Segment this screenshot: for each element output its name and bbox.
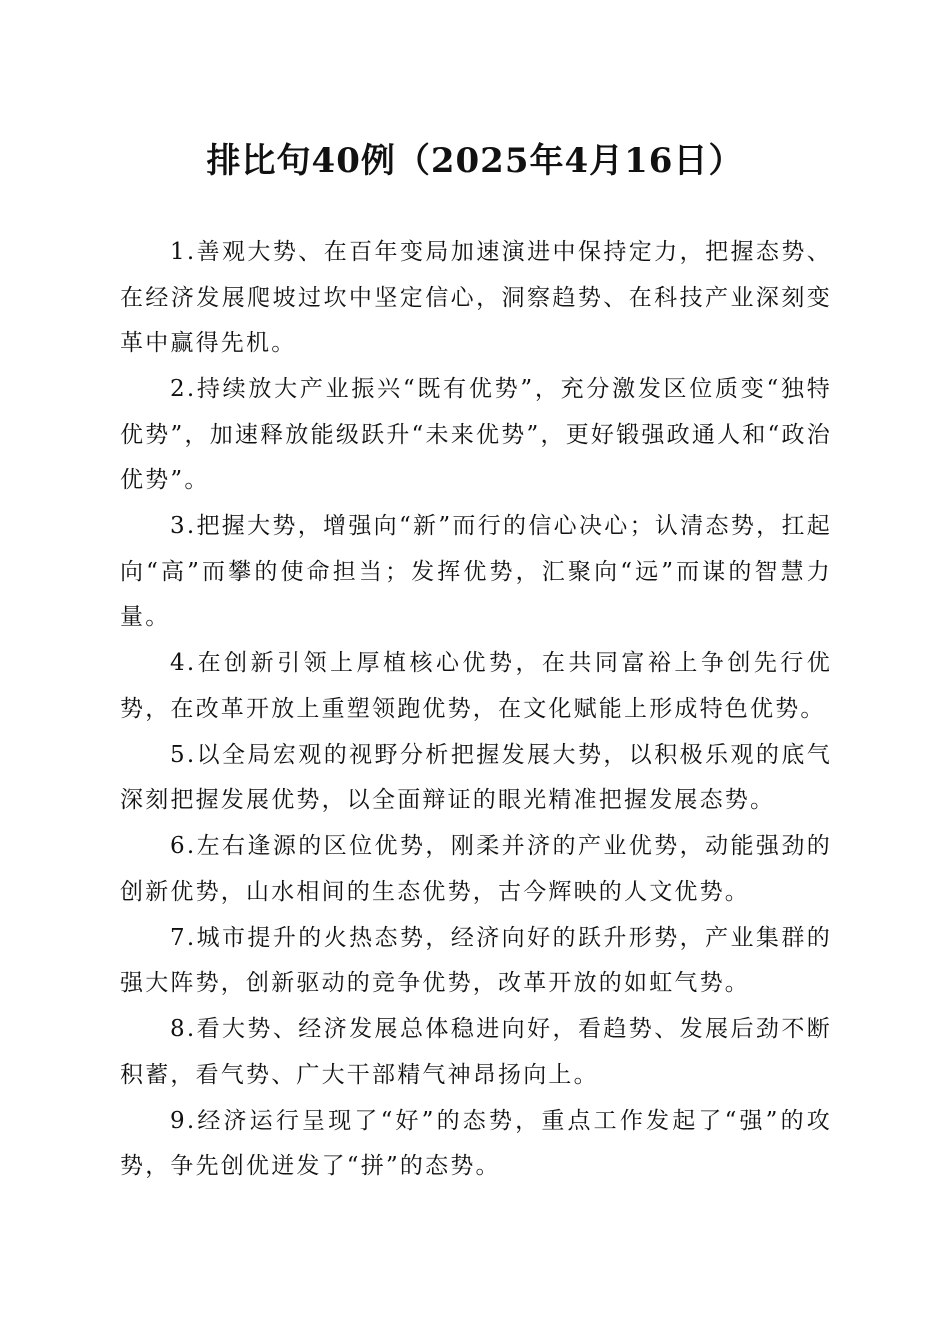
paragraph-1: 1.善观大势、在百年变局加速演进中保持定力，把握态势、在经济发展爬坡过坎中坚定信心，洞察趋势、在科技产业深刻变革中赢得先机。: [120, 239, 832, 356]
paragraph-6: 6.左右逢源的区位优势，刚柔并济的产业优势，动能强劲的创新优势，山水相间的生态优势，古今辉映的人文优势。: [120, 833, 832, 905]
paragraph-2: 2.持续放大产业振兴“既有优势”，充分激发区位质变“独特优势”，加速释放能级跃升“未来优势”，更好锻强政通人和“政治优势”。: [120, 376, 832, 493]
paragraph-4: 4.在创新引领上厚植核心优势，在共同富裕上争创先行优势，在改革开放上重塑领跑优势，在文化赋能上形成特色优势。: [120, 650, 832, 722]
paragraph-9: 9.经济运行呈现了“好”的态势，重点工作发起了“强”的攻势，争先创优迸发了“拼”的态势。: [120, 1107, 832, 1179]
paragraph-8: 8.看大势、经济发展总体稳进向好，看趋势、发展后劲不断积蓄，看气势、广大干部精气神昂扬向上。: [120, 1016, 832, 1088]
document-title: 排比句40例（2025年4月16日）: [206, 141, 744, 181]
paragraph-7: 7.城市提升的火热态势，经济向好的跃升形势，产业集群的强大阵势，创新驱动的竞争优势，改革开放的如虹气势。: [120, 924, 832, 996]
paragraph-3: 3.把握大势，增强向“新”而行的信心决心；认清态势，扛起向“高”而攀的使命担当；发挥优势，汇聚向“远”而谋的智慧力量。: [120, 513, 832, 630]
paragraph-5: 5.以全局宏观的视野分析把握发展大势，以积极乐观的底气深刻把握发展优势，以全面辩证的眼光精准把握发展态势。: [120, 741, 832, 813]
document-body: [120, 230, 832, 1190]
